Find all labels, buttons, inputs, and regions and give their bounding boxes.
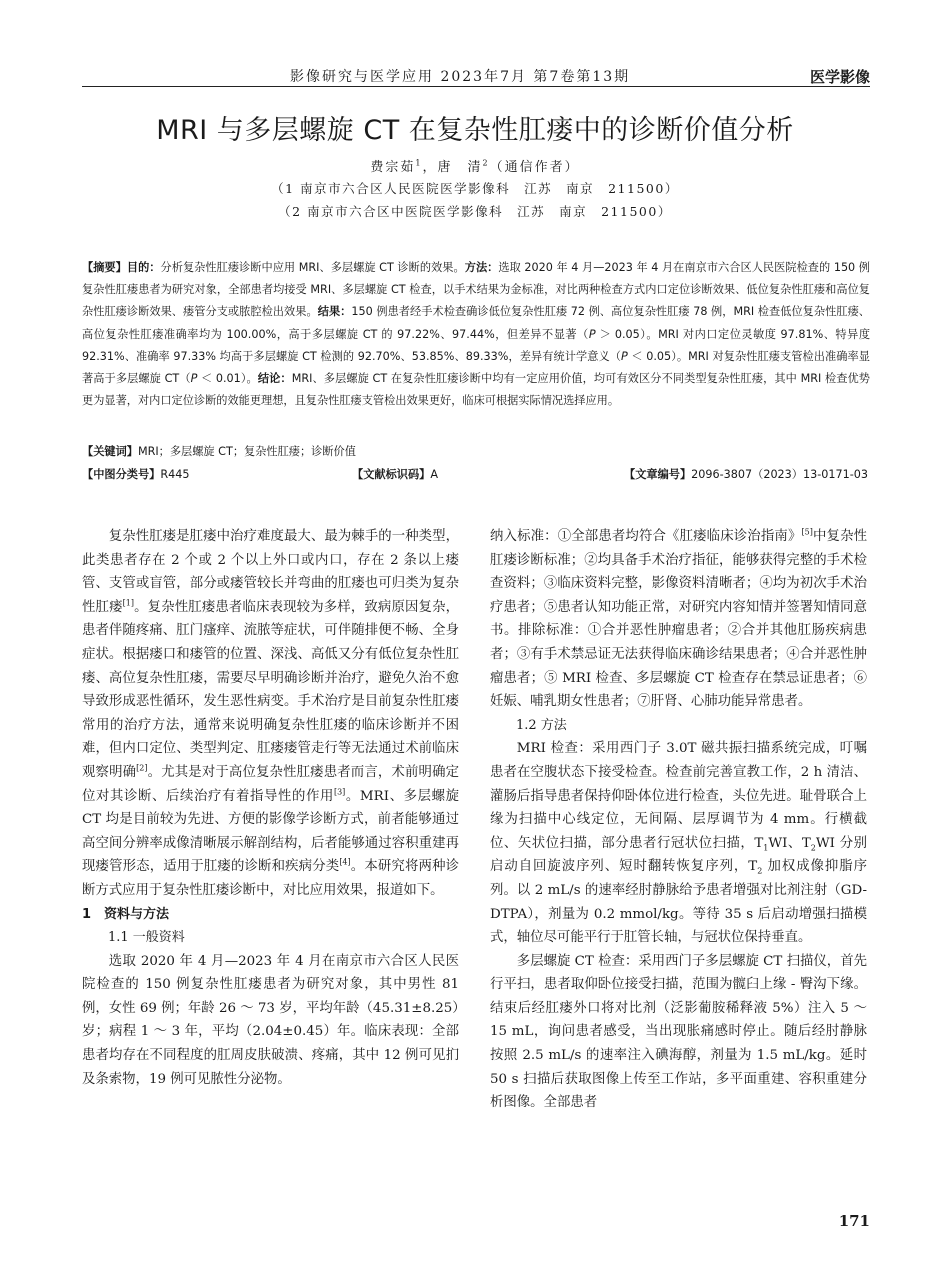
- header-rule: [82, 86, 870, 87]
- reference-5: [5]: [801, 527, 813, 537]
- p-symbol: P: [190, 372, 198, 386]
- result-text-1: 150 例患者经手术检查确诊低位复杂性肛瘘 72 例、高位复杂性肛瘘 78 例，MRI 检查低位复杂性肛瘘、高位复杂性肛瘘准确率均为 100.00%，高于多层螺旋 CT 的 97.22%、97.44%，但差异不显著（: [82, 305, 870, 341]
- reference-1: [1]: [122, 598, 134, 608]
- intro-text-1: 复杂性肛瘘是肛瘘中治疗难度最大、最为棘手的一种类型，此类患者存在 2 个或 2 个以上外口或内口，存在 2 条以上瘘管、支管或盲管，部分或瘘管较长并弯曲的肛瘘也可归类为复杂性肛瘘: [82, 529, 459, 615]
- author-line: [60, 156, 890, 175]
- author-2-affil-mark: 2: [482, 158, 490, 168]
- reference-3: [3]: [333, 787, 346, 797]
- mri-text-4: 加权成像抑脂序列。以 2 mL/s 的速率经肘静脉给予患者增强对比剂注射（GD-DTPA），剂量为 0.2 mmol/kg。等待 35 s 后启动增强扫描模式，轴位尽可能平行于肛管长轴，与冠状位保持垂直。: [490, 859, 867, 946]
- affiliation-2: （2 南京市六合区中医院医学影像科 江苏 南京 211500）: [278, 204, 672, 219]
- keywords-label: 【关键词】: [82, 445, 138, 458]
- article-title: MRI 与多层螺旋 CT 在复杂性肛瘘中的诊断价值分析: [156, 115, 794, 146]
- mri-text-3: WI 分别启动自回旋波序列、短时翻转恢复序列，T: [490, 835, 868, 875]
- intro-text-2: 。复杂性肛瘘患者临床表现较为多样，致病原因复杂，患者伴随疼痛、肛门瘙痒、流脓等症状，可伴随排便不畅、全身症状。根据瘘口和瘘管的位置、深浅、高低又分有低位复杂性肛瘘、高位复杂性肛瘘，需要尽早明确诊断并治疗，避免久治不愈导致形成恶性循环，发生恶性病变。手术治疗是目前复杂性肛瘘常用的治疗方法，通常来说明确复杂性肛瘘的临床诊断并不困难，但内口定位、类型判定、肛瘘瘘管走行等无法通过术前临床观察明确: [82, 599, 460, 780]
- section-heading-1: 1 资料与方法: [82, 906, 170, 922]
- author-2-name: 唐 清: [437, 160, 483, 175]
- subsection-heading-1-2: 1.2 方法: [516, 717, 567, 733]
- reference-4: [4]: [339, 857, 351, 867]
- abstract-label: 【摘要】: [82, 261, 127, 274]
- author-separator: ，: [422, 160, 438, 175]
- mri-method-paragraph: [490, 737, 867, 949]
- intro-text-4: 。MRI、多层螺旋 CT 均是目前较为先进、方便的影像学诊断方式，前者能够通过高空间分辨率成像清晰展示解剖结构，后者能够通过容积重建再现瘘管形态，适用于肛瘘的诊断和疾病分类: [82, 788, 459, 875]
- article-number: [624, 466, 868, 482]
- author-1-name: 费宗茹: [370, 160, 416, 175]
- section-tag: 医学影像: [809, 68, 870, 86]
- corresponding-note: （通信作者）: [489, 160, 580, 175]
- intro-text-3: 。尤其是对于高位复杂性肛瘘患者而言，术前明确定位对其诊断、后续治疗有着指导性的作用: [82, 764, 459, 804]
- journal-info: 影像研究与医学应用 2023年7月 第7卷第13期: [290, 69, 631, 85]
- reference-2: [2]: [136, 763, 148, 773]
- subscript: 2: [757, 866, 763, 876]
- result-text-4: ＜ 0.01）。: [197, 372, 258, 386]
- doc-value: A: [430, 468, 438, 481]
- result-text-2: ＞ 0.05）。MRI 对内口定位灵敏度 97.81%、特异度 92.31%、准确率 97.33% 均高于多层螺旋 CT 检测的 92.70%、53.85%、89.33%，差异有统计学意义（: [82, 327, 871, 363]
- general-data-paragraph: 选取 2020 年 4 月—2023 年 4 月在南京市六合区人民医院检查的 150 例复杂性肛瘘患者为研究对象，其中男性 81 例，女性 69 例；年龄 26 ～ 73 岁，平均年龄（45.31±8.25）岁；病程 1 ～ 3 年，平均（2.04±0.45）年。临床表现：全部患者均存在不同程度的肛周皮肤破溃、疼痛，其中 12 例可见扪及条索物，19 例可见脓性分泌物。: [82, 953, 459, 1087]
- classification-row: [82, 466, 870, 486]
- article-label: 【文章编号】: [624, 468, 692, 481]
- clc-label: 【中图分类号】: [82, 468, 161, 481]
- body-column-right: [490, 525, 867, 1115]
- method-label: 方法：: [464, 261, 499, 274]
- keywords-value: MRI；多层螺旋 CT；复杂性肛瘘；诊断价值: [137, 445, 356, 458]
- p-symbol: P: [588, 327, 596, 341]
- purpose-text: 分析复杂性肛瘘诊断中应用 MRI、多层螺旋 CT 诊断的效果。: [160, 261, 465, 274]
- document-code: [352, 466, 438, 482]
- abstract: [82, 257, 870, 412]
- p-symbol: P: [621, 349, 628, 363]
- ct-method-paragraph: 多层螺旋 CT 检查：采用西门子多层螺旋 CT 扫描仪，首先行平扫，患者取仰卧位接受扫描，范围为髋臼上缘 - 臀沟下缘。结束后经肛瘘外口将对比剂（泛影葡胺稀释液 5%）注入 5 ～ 15 mL，询问患者感受，当出现胀痛感时停止。随后经肘静脉按照 2.5 mL/s 的速率注入碘海醇，剂量为 1.5 mL/kg。延时 50 s 扫描后获取图像上传至工作站，多平面重建、容积重建分析图像。全部患者: [490, 953, 867, 1111]
- conclusion-label: 结论：: [257, 372, 292, 386]
- subsection-heading-1-1: 1.1 一般资料: [108, 930, 185, 946]
- purpose-label: 目的：: [126, 261, 161, 274]
- criteria-paragraph: [490, 525, 867, 714]
- result-text-3: ＜ 0.05）。MRI 对复杂性肛瘘支管检出准确率显著高于多层螺旋 CT（: [82, 349, 870, 386]
- criteria-text-1: 纳入标准：①全部患者均符合《肛瘘临床诊治指南》: [490, 529, 802, 544]
- affiliation-1: （1 南京市六合区人民医院医学影像科 江苏 南京 211500）: [271, 181, 679, 196]
- criteria-text-2: 中复杂性肛瘘诊断标准；②均具备手术治疗指征，能够获得完整的手术检查资料；③临床资料完整，影像资料清晰者；④均为初次手术治疗患者；⑤患者认知功能正常，对研究内容知情并签署知情同意书。排除标准：①合并恶性肿瘤患者；②合并其他肛肠疾病患者；③有手术禁忌证无法获得临床确诊结果患者；④合并恶性肿瘤患者；⑤ MRI 检查、多层螺旋 CT 检查存在禁忌证患者；⑥妊娠、哺乳期女性患者；⑦肝肾、心肺功能异常患者。: [490, 529, 867, 710]
- subscript: 1: [763, 843, 769, 853]
- page-number: 171: [838, 1212, 870, 1230]
- conclusion-text: MRI、多层螺旋 CT 在复杂性肛瘘诊断中均有一定应用价值，均可有效区分不同类型复杂性肛瘘，其中 MRI 检查优势更为显著，对内口定位诊断的效能更理想，且复杂性肛瘘支管检出效果更好，临床可根据实际情况选择应用。: [82, 372, 870, 408]
- body-column-left: [82, 525, 459, 1091]
- mri-text-2: WI、T: [768, 835, 811, 851]
- keywords: [82, 443, 870, 459]
- article-value: 2096-3807（2023）13-0171-03: [691, 468, 868, 481]
- intro-text-5: 。本研究将两种诊断方式应用于复杂性肛瘘诊断中，对比应用效果，报道如下。: [82, 859, 459, 898]
- intro-paragraph: [82, 525, 459, 903]
- clc-number: [82, 468, 189, 481]
- result-label: 结果：: [317, 305, 352, 319]
- subscript: 2: [810, 843, 816, 853]
- clc-value: R445: [160, 468, 190, 481]
- doc-label: 【文献标识码】: [352, 468, 431, 481]
- mri-text-1: MRI 检查：采用西门子 3.0T 磁共振扫描系统完成，叮嘱患者在空腹状态下接受检查。检查前完善宣教工作，2 h 清洁、灌肠后指导患者保持仰卧体位进行检查，头位先进。耻骨联合上缘为扫描中心线定位，无间隔、层厚调节为 4 mm。行横截位、矢状位扫描，部分患者行冠状位扫描，T: [490, 741, 867, 851]
- author-1-affil-mark: 1: [415, 158, 423, 168]
- method-text: 选取 2020 年 4 月—2023 年 4 月在南京市六合区人民医院检查的 150 例复杂性肛瘘患者为研究对象，全部患者均接受 MRI、多层螺旋 CT 检查，以手术结果为金标准，对比两种检查方式内口定位诊断效果、低位复杂性肛瘘和高位复杂性肛瘘诊断效果、瘘管分支或脓腔检出效果。: [82, 261, 870, 319]
